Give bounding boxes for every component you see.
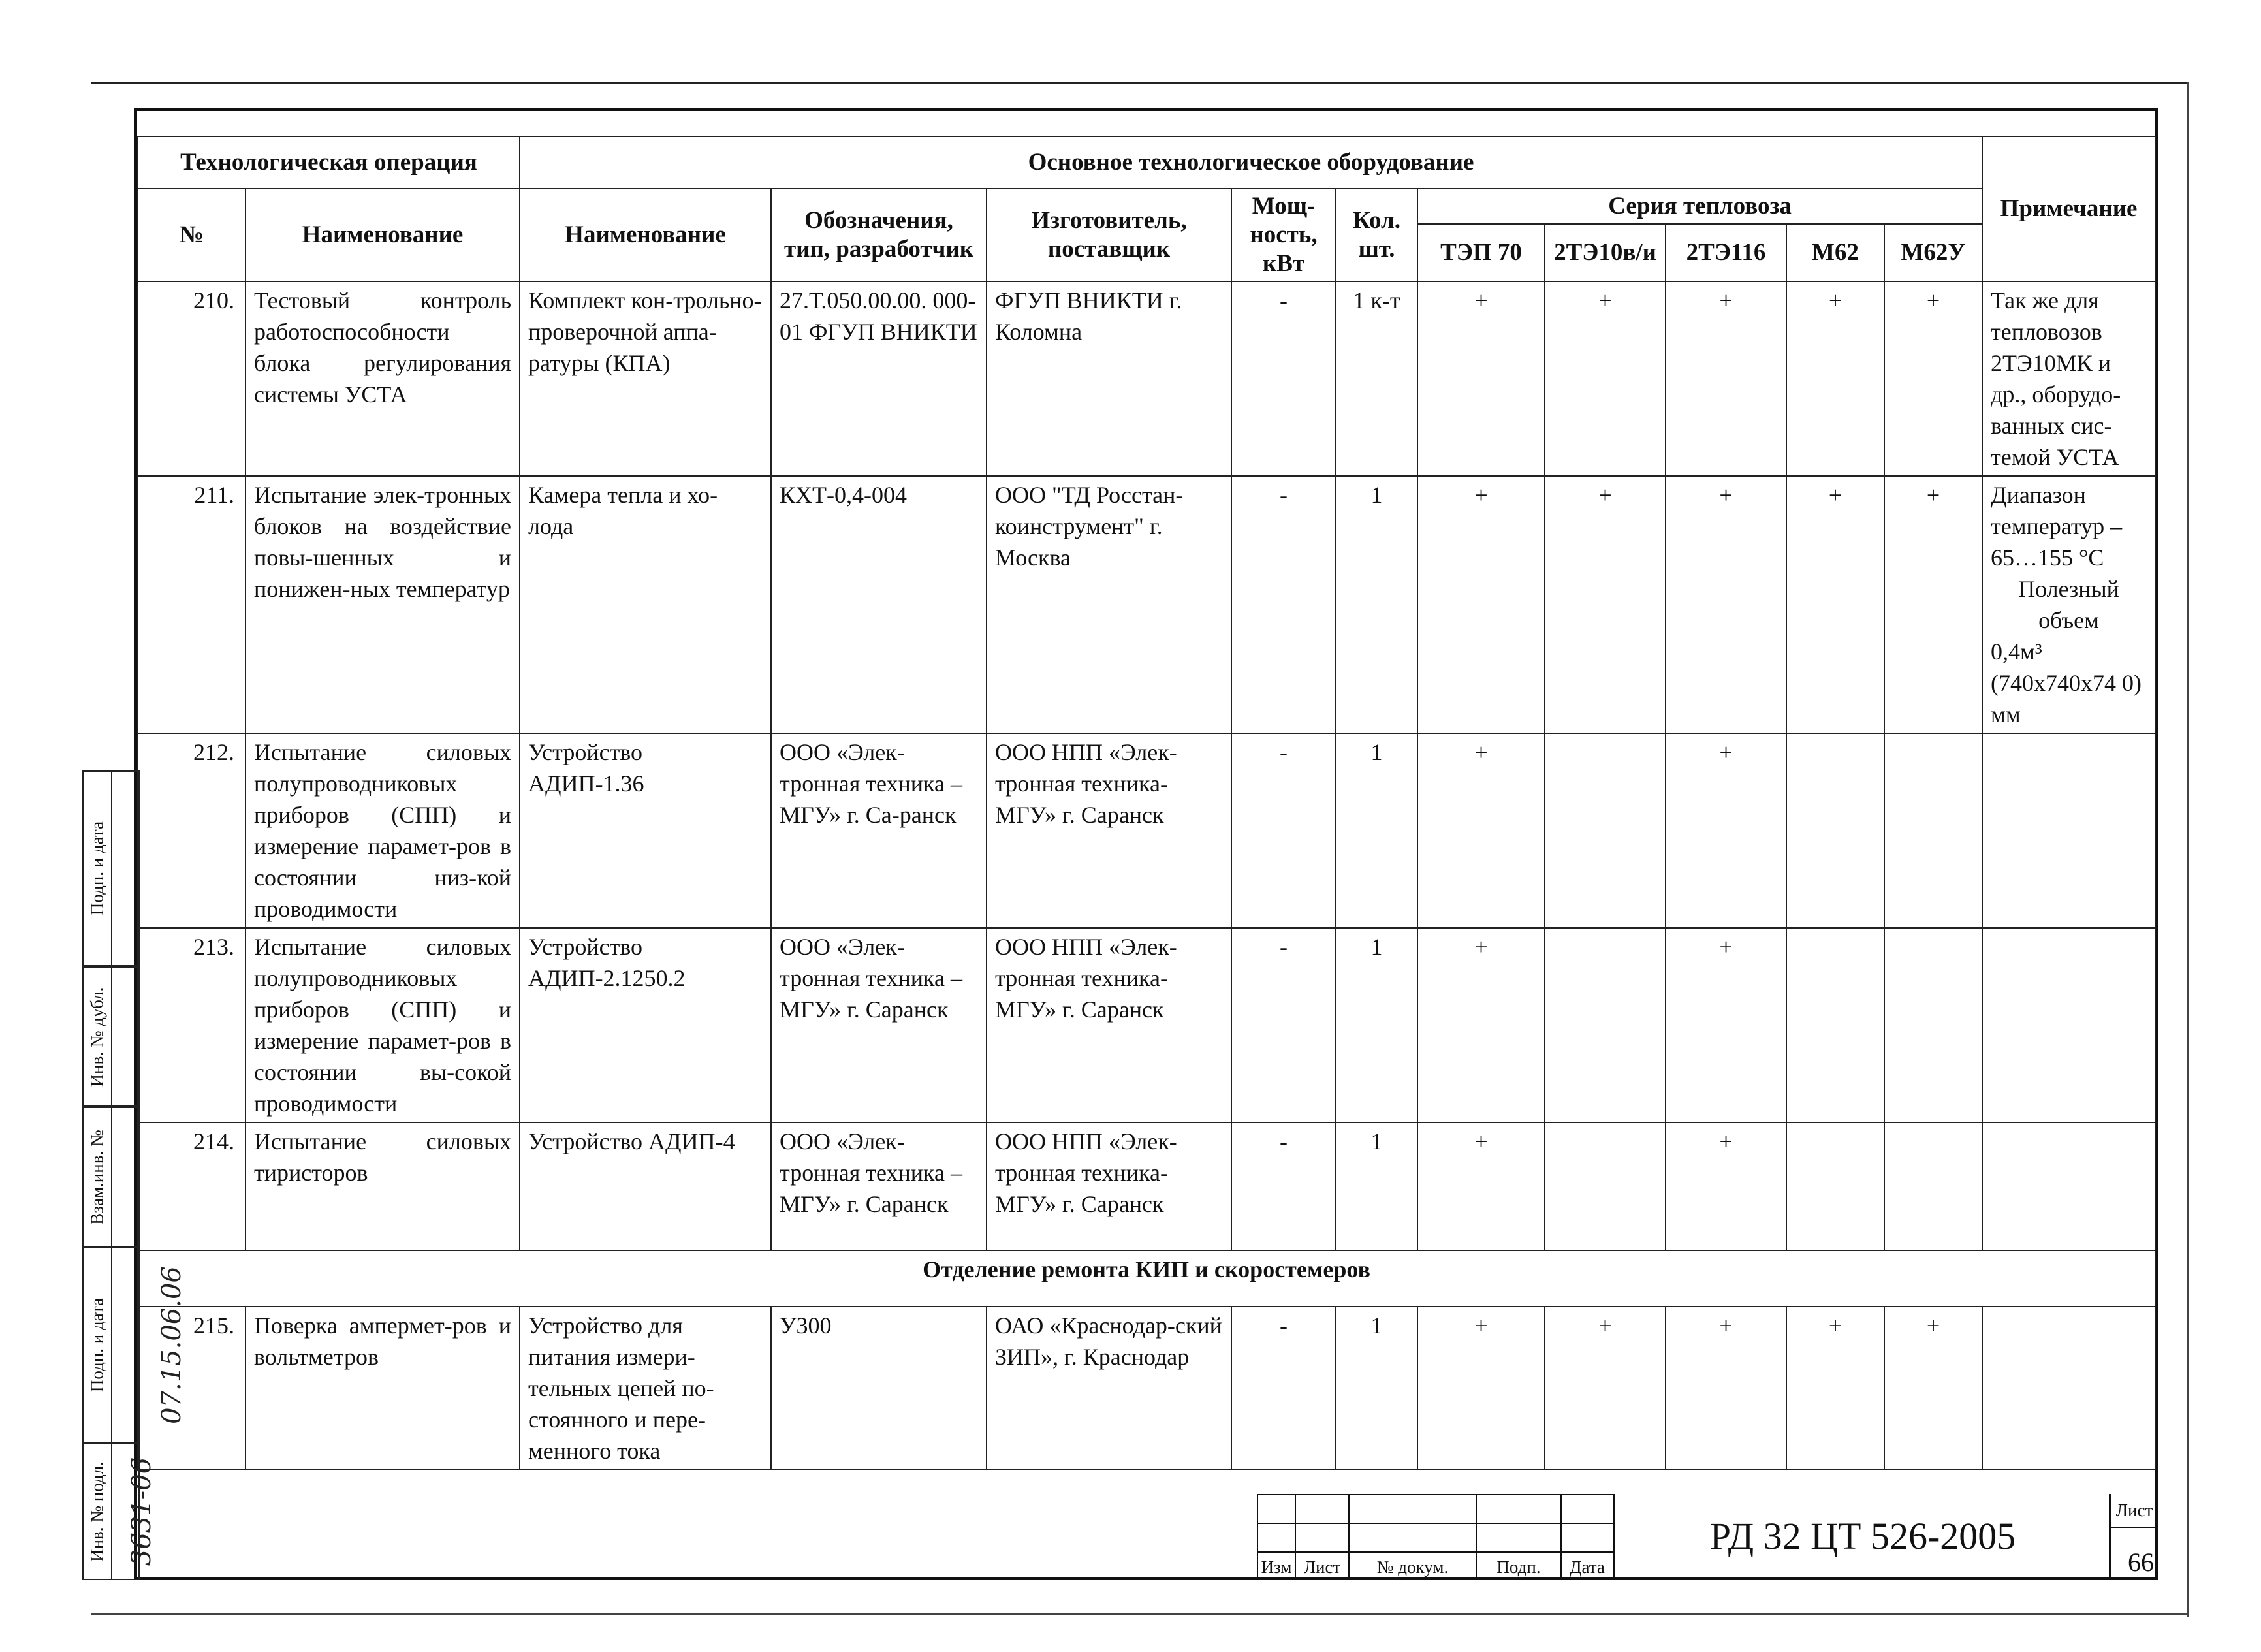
row-designation: У300 (771, 1307, 987, 1470)
row-manufacturer: ОАО «Краснодар-ский ЗИП», г. Краснодар (987, 1307, 1231, 1470)
row-designation: ООО «Элек-тронная техника – МГУ» г. Са-ранск (771, 733, 987, 928)
row-mark-m62 (1786, 733, 1884, 928)
row-mark-2te10 (1545, 928, 1666, 1122)
row-mark-2te10 (1545, 733, 1666, 928)
row-mark-m62u (1884, 733, 1982, 928)
row-operation: Поверка ампермет-ров и вольтметров (245, 1307, 520, 1470)
row-note (1982, 476, 2155, 733)
row-designation: КХТ-0,4-004 (771, 476, 987, 733)
header-row-1 (138, 136, 2155, 189)
row-mark-2te10: + (1545, 1307, 1666, 1470)
row-mark-m62u (1884, 1122, 1982, 1250)
title-block-izm: Изм (1257, 1552, 1295, 1578)
row-mark-2te116: + (1666, 733, 1786, 928)
row-mark-2te10 (1545, 1122, 1666, 1250)
stamp-label-signature-date: Подп. и дата (87, 821, 107, 916)
top-border-line (91, 82, 2187, 84)
header-no: № (138, 189, 245, 281)
document-number: РД 32 ЦТ 526-2005 (1613, 1494, 2111, 1578)
row-qty: 1 (1336, 928, 1417, 1122)
sheet-number: 66 (2128, 1548, 2154, 1577)
row-manufacturer: ФГУП ВНИКТИ г. Коломна (987, 281, 1231, 476)
header-loco-tep70: ТЭП 70 (1417, 224, 1545, 281)
header-loco-2te10: 2ТЭ10в/и (1545, 224, 1666, 281)
stamp-label-signature-date-2: Подп. и дата (87, 1297, 107, 1393)
title-block-grid (1257, 1494, 1614, 1579)
row-equipment: Устройство АДИП-2.1250.2 (520, 928, 771, 1122)
header-loco-m62u: М62У (1884, 224, 1982, 281)
row-equipment: Камера тепла и хо-лода (520, 476, 771, 733)
row-no: 210. (138, 281, 245, 476)
row-qty: 1 к-т (1336, 281, 1417, 476)
stamp-label-inv-orig: Инв. № подл. (87, 1461, 107, 1562)
title-block-doc-no: № докум. (1349, 1552, 1476, 1578)
row-manufacturer: ООО НПП «Элек-тронная техника-МГУ» г. Саранск (987, 733, 1231, 928)
row-power: - (1231, 733, 1336, 928)
row-mark-tep70: + (1417, 1307, 1545, 1470)
stamp-cell-inv-dubl (82, 966, 140, 1107)
stamp-cell-signature-date (82, 770, 140, 966)
stamp-strip (82, 770, 187, 1580)
row-mark-2te116: + (1666, 1122, 1786, 1250)
row-qty: 1 (1336, 733, 1417, 928)
header-op-name: Наименование (245, 189, 520, 281)
row-equipment: Устройство АДИП-1.36 (520, 733, 771, 928)
bottom-border-line (91, 1613, 2189, 1615)
header-series: Серия тепловоза (1417, 189, 1982, 224)
note-volume-value: 0,4м³ (740х740х74 0) мм (1991, 639, 2142, 727)
row-mark-tep70: + (1417, 281, 1545, 476)
header-row-2 (138, 189, 2155, 224)
row-mark-m62 (1786, 928, 1884, 1122)
row-mark-m62u: + (1884, 476, 1982, 733)
stamp-cell-signature-date-2 (82, 1247, 187, 1443)
row-designation: ООО «Элек-тронная техника – МГУ» г. Саранск (771, 1122, 987, 1250)
row-note (1982, 1122, 2155, 1250)
row-designation: 27.Т.050.00.00. 000-01 ФГУП ВНИКТИ (771, 281, 987, 476)
stamp-label-inv-dubl: Инв. № дубл. (87, 987, 107, 1087)
section-title: Отделение ремонта КИП и скоростемеров (138, 1250, 2155, 1307)
row-power: - (1231, 476, 1336, 733)
row-mark-m62u (1884, 928, 1982, 1122)
header-tech-operation: Технологическая операция (138, 136, 520, 189)
table-row (138, 281, 2155, 476)
table-row (138, 733, 2155, 928)
row-mark-m62u: + (1884, 281, 1982, 476)
row-equipment: Устройство АДИП-4 (520, 1122, 771, 1250)
row-note (1982, 1307, 2155, 1470)
row-power: - (1231, 1307, 1336, 1470)
row-operation: Испытание силовых полупроводниковых приборов (СПП) и измерение парамет-ров в состоянии вы-сокой проводимости (245, 928, 520, 1122)
row-manufacturer: ООО НПП «Элек-тронная техника-МГУ» г. Саранск (987, 1122, 1231, 1250)
row-manufacturer: ООО "ТД Росстан-коинструмент" г. Москва (987, 476, 1231, 733)
row-qty: 1 (1336, 1307, 1417, 1470)
row-mark-tep70: + (1417, 476, 1545, 733)
row-mark-m62 (1786, 1122, 1884, 1250)
right-border-line (2187, 82, 2189, 1617)
title-block-list: Лист (1295, 1552, 1349, 1578)
stamp-label-vzam-inv: Взам.инв. № (87, 1129, 107, 1225)
row-mark-tep70: + (1417, 1122, 1545, 1250)
header-note: Примечание (1982, 136, 2155, 281)
equipment-table (137, 136, 2156, 1470)
section-row (138, 1250, 2155, 1307)
note-useful-volume: Полезный объем (2018, 576, 2119, 633)
row-power: - (1231, 1122, 1336, 1250)
row-equipment: Устройство для питания измери-тельных цепей по-стоянного и пере-менного тока (520, 1307, 771, 1470)
row-power: - (1231, 281, 1336, 476)
row-mark-2te10: + (1545, 476, 1666, 733)
row-mark-2te116: + (1666, 928, 1786, 1122)
row-mark-2te116: + (1666, 1307, 1786, 1470)
row-no: 213. (138, 928, 245, 1122)
row-qty: 1 (1336, 1122, 1417, 1250)
row-note: Так же для тепловозов 2ТЭ10МК и др., оборудо-ванных сис-темой УСТА (1982, 281, 2155, 476)
row-operation: Тестовый контроль работоспособности блока регулирования системы УСТА (245, 281, 520, 476)
row-qty: 1 (1336, 476, 1417, 733)
row-manufacturer: ООО НПП «Элек-тронная техника-МГУ» г. Саранск (987, 928, 1231, 1122)
header-manufacturer: Изготовитель, поставщик (987, 189, 1231, 281)
row-no: 214. (138, 1122, 245, 1250)
header-designation: Обозначения, тип, разработчик (771, 189, 987, 281)
table-row (138, 928, 2155, 1122)
row-mark-m62: + (1786, 1307, 1884, 1470)
header-loco-2te116: 2ТЭ116 (1666, 224, 1786, 281)
title-block-data: Дата (1561, 1552, 1613, 1578)
header-main-equipment: Основное технологическое оборудование (520, 136, 1982, 189)
row-mark-2te116: + (1666, 476, 1786, 733)
row-mark-tep70: + (1417, 733, 1545, 928)
table-row (138, 1122, 2155, 1250)
row-mark-m62: + (1786, 476, 1884, 733)
row-operation: Испытание силовых полупроводниковых приборов (СПП) и измерение парамет-ров в состоянии низ-кой проводимости (245, 733, 520, 928)
row-note (1982, 928, 2155, 1122)
header-power: Мощ-ность, кВт (1231, 189, 1336, 281)
row-mark-2te10: + (1545, 281, 1666, 476)
header-loco-m62: М62 (1786, 224, 1884, 281)
stamp-cell-inv-orig (82, 1443, 157, 1580)
row-operation: Испытание силовых тиристоров (245, 1122, 520, 1250)
title-block-podp: Подп. (1476, 1552, 1561, 1578)
row-note (1982, 733, 2155, 928)
row-mark-m62u: + (1884, 1307, 1982, 1470)
table-row (138, 476, 2155, 733)
stamp-handwritten-inv: 3631-06 (127, 1457, 157, 1566)
row-equipment: Комплект кон-трольно-проверочной аппа-ратуры (КПА) (520, 281, 771, 476)
table-row (138, 1307, 2155, 1470)
row-designation: ООО «Элек-тронная техника – МГУ» г. Саранск (771, 928, 987, 1122)
row-mark-2te116: + (1666, 281, 1786, 476)
row-no: 211. (138, 476, 245, 733)
row-power: - (1231, 928, 1336, 1122)
stamp-cell-vzam-inv (82, 1107, 140, 1247)
sheet-label: Лист (2111, 1494, 2158, 1528)
row-no: 215. (138, 1307, 245, 1470)
row-mark-tep70: + (1417, 928, 1545, 1122)
sheet-box (2109, 1494, 2158, 1578)
row-no: 212. (138, 733, 245, 928)
row-operation: Испытание элек-тронных блоков на воздействие повы-шенных и понижен-ных температур (245, 476, 520, 733)
stamp-handwritten-date: 07.15.06.06 (156, 1266, 187, 1424)
header-eq-name: Наименование (520, 189, 771, 281)
row-mark-m62: + (1786, 281, 1884, 476)
header-qty: Кол. шт. (1336, 189, 1417, 281)
note-temperature-range: Диапазон температур – 65…155 °С (1991, 482, 2123, 571)
